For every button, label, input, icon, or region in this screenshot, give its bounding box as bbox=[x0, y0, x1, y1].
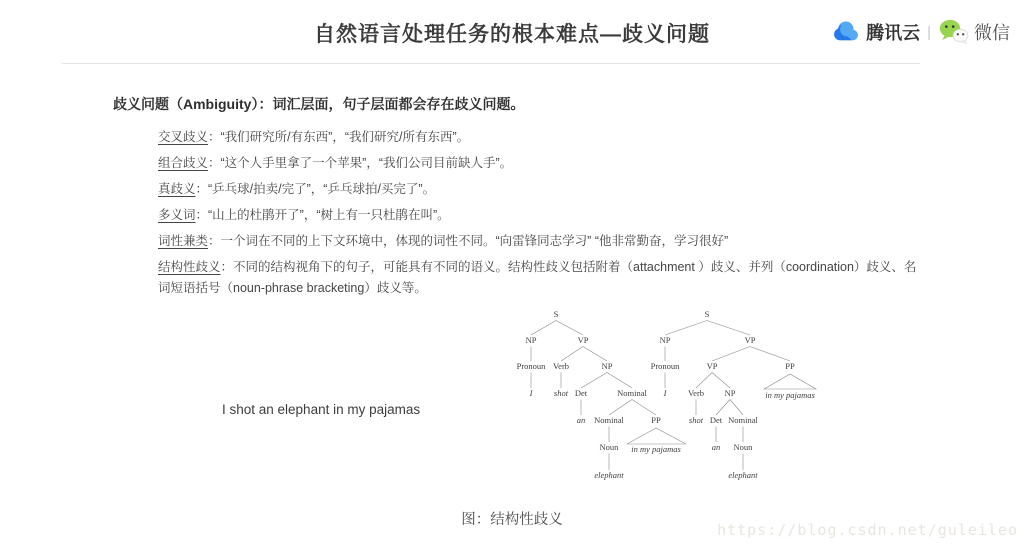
tree-node-label: NP bbox=[601, 361, 613, 371]
tencent-cloud-wordmark: 腾讯云 bbox=[866, 23, 921, 43]
parse-trees-figure bbox=[470, 300, 850, 490]
bullet-polysemy bbox=[158, 205, 924, 226]
tree-node-label: Nominal bbox=[617, 388, 647, 398]
wechat-wordmark: 微信 bbox=[974, 23, 1010, 43]
bullet-text: ：不同的结构视角下的句子，可能具有不同的语义。结构性歧义包括附着（attachment ）歧义、并列（coordination）歧义、名词短语括号（noun-phrase bracketing）歧义等。 bbox=[158, 260, 917, 295]
tencent-cloud-icon bbox=[831, 18, 861, 46]
tree-node-label: Pronoun bbox=[516, 361, 546, 371]
tree-node-label: VP bbox=[706, 361, 718, 371]
tree-node-label: Det bbox=[574, 388, 588, 398]
intro-line bbox=[113, 94, 524, 114]
example-sentence: I shot an elephant in my pajamas bbox=[222, 402, 421, 417]
brand-separator: | bbox=[927, 23, 931, 41]
bullet-text: ：一个词在不同的上下文环境中，体现的词性不同。“向雷锋同志学习” “他非常勤奋，学习很好” bbox=[208, 234, 729, 248]
tree-node-label: S bbox=[553, 309, 559, 319]
bullet-crossing-ambiguity bbox=[158, 127, 924, 148]
tree-node-label: Noun bbox=[599, 442, 619, 452]
tree-node-label: I bbox=[529, 388, 533, 398]
tree-node-label: Nominal bbox=[594, 415, 624, 425]
tree-node-label: Pronoun bbox=[650, 361, 680, 371]
tree-node-label: an bbox=[711, 442, 721, 452]
tree-node-label: elephant bbox=[728, 470, 758, 480]
tree-node-label: shot bbox=[553, 388, 569, 398]
figure-caption: 图：结构性歧义 bbox=[461, 512, 563, 528]
tree-node-label: elephant bbox=[594, 470, 624, 480]
bullet-label: 真歧义 bbox=[158, 182, 196, 196]
tree-node-label: an bbox=[576, 415, 586, 425]
tree-node-label: NP bbox=[659, 335, 671, 345]
bullet-text: ：“山上的杜鹃开了”，“树上有一只杜鹃在叫”。 bbox=[195, 208, 450, 222]
tree-node-label: in my pajamas bbox=[765, 390, 815, 400]
brand-logos bbox=[831, 15, 1010, 49]
intro-text: ：词汇层面，句子层面都会存在歧义问题。 bbox=[258, 96, 525, 112]
bullet-label: 组合歧义 bbox=[158, 156, 209, 170]
watermark-url: https://blog.csdn.net/guleileo bbox=[717, 521, 1018, 539]
bullet-true-ambiguity bbox=[158, 179, 924, 200]
bullet-label: 多义词 bbox=[158, 208, 196, 222]
tree-node-label: Nominal bbox=[728, 415, 758, 425]
tree-node-label: Verb bbox=[687, 388, 705, 398]
tree-node-label: NP bbox=[724, 388, 736, 398]
tree-node-label: Verb bbox=[552, 361, 570, 371]
bullet-text: ：“乒乓球/拍卖/完了”，“乒乓球拍/买完了”。 bbox=[195, 182, 436, 196]
tree-node-label: VP bbox=[577, 335, 589, 345]
tree-node-label: Noun bbox=[733, 442, 753, 452]
bullet-text: ：“我们研究所/有东西”，“我们研究/所有东西”。 bbox=[208, 130, 470, 144]
bullet-text: ：“这个人手里拿了一个苹果”，“我们公司目前缺人手”。 bbox=[208, 156, 513, 170]
bullet-structural-ambiguity bbox=[158, 257, 924, 299]
tree-node-label: I bbox=[663, 388, 667, 398]
bullet-combination-ambiguity bbox=[158, 153, 924, 174]
wechat-icon bbox=[938, 18, 970, 46]
ambiguity-list bbox=[158, 127, 924, 304]
tree-node-label: NP bbox=[525, 335, 537, 345]
intro-label: 歧义问题（Ambiguity） bbox=[113, 96, 259, 112]
tree-node-label: VP bbox=[744, 335, 756, 345]
bullet-label: 结构性歧义 bbox=[158, 260, 221, 274]
tree-node-label: PP bbox=[785, 361, 795, 371]
bullet-pos-ambiguity bbox=[158, 231, 924, 252]
slide-title: 自然语言处理任务的根本难点—歧义问题 bbox=[314, 23, 710, 46]
bullet-label: 交叉歧义 bbox=[158, 130, 209, 144]
tree-node-label: S bbox=[704, 309, 710, 319]
tree-node-label: in my pajamas bbox=[631, 444, 681, 454]
bullet-label: 词性兼类 bbox=[158, 234, 209, 248]
header-divider bbox=[62, 63, 920, 64]
tree-node-label: shot bbox=[688, 415, 704, 425]
tree-node-label: PP bbox=[651, 415, 661, 425]
tree-node-label: Det bbox=[709, 415, 723, 425]
